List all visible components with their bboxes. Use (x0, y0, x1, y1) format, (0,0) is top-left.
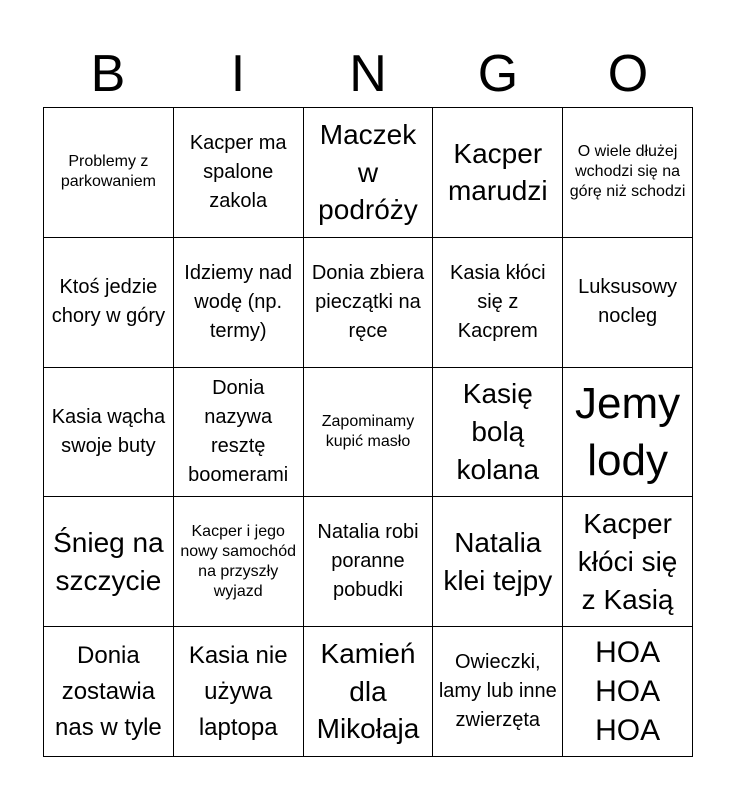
bingo-cell[interactable]: Natalia robi poranne pobudki (304, 497, 434, 627)
bingo-cell[interactable]: Donia zbiera pieczątki na ręce (304, 238, 434, 368)
bingo-cell[interactable]: Maczek w podróży (304, 108, 434, 238)
bingo-cell[interactable]: Idziemy nad wodę (np. termy) (174, 238, 304, 368)
bingo-cell[interactable]: Kacper i jego nowy samochód na przyszły wyjazd (174, 497, 304, 627)
header-letter-o: O (607, 45, 649, 103)
bingo-cell[interactable]: HOA HOA HOA (563, 627, 693, 757)
bingo-cell[interactable]: O wiele dłużej wchodzi się na górę niż schodzi (563, 108, 693, 238)
bingo-cell[interactable]: Kacper ma spalone zakola (174, 108, 304, 238)
bingo-cell[interactable]: Owieczki, lamy lub inne zwierzęta (433, 627, 563, 757)
bingo-cell[interactable]: Kasia nie używa laptopa (174, 627, 304, 757)
bingo-cell[interactable]: Kasia kłóci się z Kacprem (433, 238, 563, 368)
bingo-cell[interactable]: Kacper marudzi (433, 108, 563, 238)
bingo-cell[interactable]: Kasię bolą kolana (433, 368, 563, 498)
header-letter-n: N (349, 45, 387, 103)
bingo-header (43, 40, 693, 108)
header-letter-g: G (477, 45, 519, 103)
bingo-cell[interactable]: Luksusowy nocleg (563, 238, 693, 368)
bingo-cell[interactable]: Donia zostawia nas w tyle (44, 627, 174, 757)
bingo-cell[interactable]: Kamień dla Mikołaja (304, 627, 434, 757)
bingo-cell[interactable]: Donia nazywa resztę boomerami (174, 368, 304, 498)
bingo-cell[interactable]: Ktoś jedzie chory w góry (44, 238, 174, 368)
bingo-cell[interactable]: Natalia klei tejpy (433, 497, 563, 627)
bingo-cell-free-center[interactable]: Zapominamy kupić masło (304, 368, 434, 498)
header-letter-b: B (90, 45, 126, 103)
bingo-card (43, 107, 693, 757)
bingo-cell[interactable]: Kasia wącha swoje buty (44, 368, 174, 498)
bingo-cell[interactable]: Kacper kłóci się z Kasią (563, 497, 693, 627)
bingo-cell[interactable]: Jemy lody (563, 368, 693, 498)
bingo-cell[interactable]: Problemy z parkowaniem (44, 108, 174, 238)
bingo-cell[interactable]: Śnieg na szczycie (44, 497, 174, 627)
header-letter-i: I (230, 45, 246, 103)
